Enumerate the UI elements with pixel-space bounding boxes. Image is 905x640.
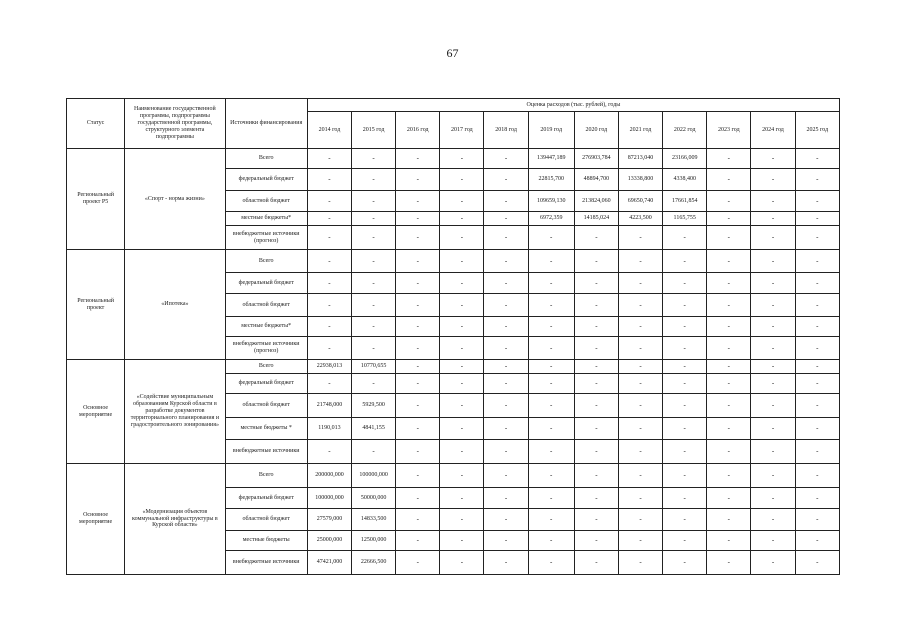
source-cell: Всего bbox=[225, 149, 307, 169]
value-cell: - bbox=[707, 374, 751, 394]
value-cell: - bbox=[484, 394, 528, 418]
value-cell: 87213,040 bbox=[618, 149, 662, 169]
value-cell: - bbox=[574, 273, 618, 294]
value-cell: - bbox=[352, 317, 396, 337]
value-cell: - bbox=[396, 374, 440, 394]
header-year: 2021 год bbox=[618, 112, 662, 149]
value-cell: - bbox=[440, 374, 484, 394]
value-cell: - bbox=[707, 250, 751, 273]
value-cell: 4841,155 bbox=[352, 418, 396, 440]
value-cell: 4223,500 bbox=[618, 212, 662, 226]
source-cell: Всего bbox=[225, 464, 307, 488]
value-cell: - bbox=[618, 273, 662, 294]
value-cell: - bbox=[440, 317, 484, 337]
value-cell: - bbox=[484, 317, 528, 337]
value-cell: - bbox=[707, 226, 751, 250]
value-cell: - bbox=[528, 418, 574, 440]
source-cell: федеральный бюджет bbox=[225, 374, 307, 394]
value-cell: - bbox=[528, 464, 574, 488]
value-cell: - bbox=[707, 509, 751, 531]
value-cell: - bbox=[352, 226, 396, 250]
value-cell: - bbox=[528, 250, 574, 273]
budget-table bbox=[66, 98, 840, 575]
value-cell: 14185,024 bbox=[574, 212, 618, 226]
value-cell: - bbox=[795, 464, 839, 488]
value-cell: - bbox=[795, 250, 839, 273]
header-year: 2014 год bbox=[307, 112, 351, 149]
value-cell: - bbox=[707, 488, 751, 509]
value-cell: - bbox=[707, 360, 751, 374]
value-cell: - bbox=[663, 226, 707, 250]
value-cell: 14833,500 bbox=[352, 509, 396, 531]
value-cell: 1190,013 bbox=[307, 418, 351, 440]
value-cell: 200000,000 bbox=[307, 464, 351, 488]
value-cell: - bbox=[396, 317, 440, 337]
value-cell: - bbox=[484, 374, 528, 394]
value-cell: - bbox=[574, 394, 618, 418]
header-year: 2019 год bbox=[528, 112, 574, 149]
header-year: 2022 год bbox=[663, 112, 707, 149]
value-cell: - bbox=[396, 551, 440, 575]
value-cell: - bbox=[440, 394, 484, 418]
value-cell: - bbox=[440, 531, 484, 551]
value-cell: - bbox=[707, 273, 751, 294]
source-cell: федеральный бюджет bbox=[225, 273, 307, 294]
value-cell: - bbox=[751, 191, 795, 212]
value-cell: - bbox=[795, 273, 839, 294]
value-cell: - bbox=[751, 317, 795, 337]
value-cell: - bbox=[795, 551, 839, 575]
source-cell: внебюджетные источники bbox=[225, 440, 307, 464]
value-cell: - bbox=[751, 418, 795, 440]
source-cell: федеральный бюджет bbox=[225, 169, 307, 191]
value-cell: - bbox=[484, 169, 528, 191]
value-cell: - bbox=[528, 317, 574, 337]
value-cell: - bbox=[618, 337, 662, 360]
value-cell: - bbox=[795, 337, 839, 360]
value-cell: - bbox=[795, 317, 839, 337]
value-cell: - bbox=[440, 226, 484, 250]
source-cell: местные бюджеты* bbox=[225, 317, 307, 337]
value-cell: - bbox=[396, 149, 440, 169]
value-cell: 100000,000 bbox=[307, 488, 351, 509]
value-cell: - bbox=[574, 418, 618, 440]
value-cell: - bbox=[574, 551, 618, 575]
header-estimate: Оценка расходов (тыс. рублей), годы bbox=[307, 99, 839, 112]
value-cell: - bbox=[352, 212, 396, 226]
value-cell: - bbox=[396, 169, 440, 191]
value-cell: 48894,700 bbox=[574, 169, 618, 191]
value-cell: - bbox=[484, 418, 528, 440]
value-cell: - bbox=[396, 394, 440, 418]
value-cell: - bbox=[396, 337, 440, 360]
value-cell: - bbox=[440, 169, 484, 191]
value-cell: - bbox=[528, 440, 574, 464]
value-cell: 12500,000 bbox=[352, 531, 396, 551]
source-cell: местные бюджеты* bbox=[225, 212, 307, 226]
value-cell: - bbox=[707, 169, 751, 191]
value-cell: 22815,700 bbox=[528, 169, 574, 191]
value-cell: - bbox=[618, 294, 662, 317]
table-row bbox=[67, 250, 840, 273]
value-cell: - bbox=[528, 531, 574, 551]
value-cell: - bbox=[751, 337, 795, 360]
value-cell: - bbox=[618, 488, 662, 509]
source-cell: внебюджетные источники (прогноз) bbox=[225, 337, 307, 360]
value-cell: - bbox=[574, 440, 618, 464]
value-cell: - bbox=[352, 169, 396, 191]
value-cell: - bbox=[795, 440, 839, 464]
value-cell: - bbox=[352, 374, 396, 394]
value-cell: - bbox=[352, 273, 396, 294]
value-cell: - bbox=[440, 509, 484, 531]
value-cell: - bbox=[618, 360, 662, 374]
value-cell: - bbox=[707, 394, 751, 418]
value-cell: - bbox=[663, 551, 707, 575]
value-cell: - bbox=[707, 464, 751, 488]
value-cell: - bbox=[795, 169, 839, 191]
value-cell: - bbox=[528, 374, 574, 394]
value-cell: 50000,000 bbox=[352, 488, 396, 509]
value-cell: - bbox=[795, 149, 839, 169]
value-cell: - bbox=[396, 250, 440, 273]
value-cell: - bbox=[574, 488, 618, 509]
value-cell: - bbox=[440, 149, 484, 169]
value-cell: 100000,000 bbox=[352, 464, 396, 488]
value-cell: - bbox=[795, 212, 839, 226]
value-cell: - bbox=[707, 294, 751, 317]
value-cell: - bbox=[440, 440, 484, 464]
value-cell: - bbox=[751, 440, 795, 464]
value-cell: - bbox=[618, 317, 662, 337]
value-cell: - bbox=[307, 250, 351, 273]
value-cell: - bbox=[352, 191, 396, 212]
value-cell: - bbox=[440, 464, 484, 488]
value-cell: - bbox=[795, 374, 839, 394]
value-cell: - bbox=[484, 212, 528, 226]
value-cell: - bbox=[707, 418, 751, 440]
value-cell: 4338,400 bbox=[663, 169, 707, 191]
value-cell: - bbox=[751, 169, 795, 191]
value-cell: - bbox=[574, 464, 618, 488]
value-cell: - bbox=[528, 551, 574, 575]
value-cell: 17661,854 bbox=[663, 191, 707, 212]
value-cell: 5929,500 bbox=[352, 394, 396, 418]
value-cell: 47421,000 bbox=[307, 551, 351, 575]
value-cell: - bbox=[795, 509, 839, 531]
value-cell: - bbox=[307, 191, 351, 212]
value-cell: - bbox=[795, 191, 839, 212]
value-cell: - bbox=[707, 212, 751, 226]
value-cell: - bbox=[352, 440, 396, 464]
value-cell: - bbox=[795, 294, 839, 317]
value-cell: - bbox=[396, 294, 440, 317]
value-cell: - bbox=[528, 394, 574, 418]
header-year: 2025 год bbox=[795, 112, 839, 149]
value-cell: - bbox=[795, 394, 839, 418]
value-cell: - bbox=[574, 226, 618, 250]
source-cell: Всего bbox=[225, 360, 307, 374]
value-cell: 1165,755 bbox=[663, 212, 707, 226]
status-cell: Основное мероприятие bbox=[67, 464, 125, 575]
header-year: 2024 год bbox=[751, 112, 795, 149]
page-number: 67 bbox=[446, 46, 459, 60]
value-cell: - bbox=[663, 273, 707, 294]
value-cell: - bbox=[484, 360, 528, 374]
value-cell: - bbox=[528, 273, 574, 294]
value-cell: 109659,130 bbox=[528, 191, 574, 212]
value-cell: - bbox=[352, 149, 396, 169]
value-cell: - bbox=[484, 250, 528, 273]
value-cell: - bbox=[751, 531, 795, 551]
value-cell: - bbox=[707, 440, 751, 464]
value-cell: 10770,655 bbox=[352, 360, 396, 374]
value-cell: - bbox=[396, 531, 440, 551]
value-cell: - bbox=[707, 337, 751, 360]
value-cell: - bbox=[618, 374, 662, 394]
value-cell: - bbox=[707, 551, 751, 575]
value-cell: - bbox=[396, 191, 440, 212]
header-year: 2017 год bbox=[440, 112, 484, 149]
value-cell: - bbox=[307, 226, 351, 250]
value-cell: - bbox=[528, 294, 574, 317]
value-cell: - bbox=[307, 149, 351, 169]
value-cell: - bbox=[618, 551, 662, 575]
header-year: 2018 год bbox=[484, 112, 528, 149]
value-cell: - bbox=[795, 531, 839, 551]
source-cell: областной бюджет bbox=[225, 191, 307, 212]
value-cell: - bbox=[484, 273, 528, 294]
value-cell: - bbox=[751, 149, 795, 169]
value-cell: 22666,500 bbox=[352, 551, 396, 575]
value-cell: - bbox=[751, 250, 795, 273]
value-cell: - bbox=[440, 337, 484, 360]
value-cell: - bbox=[751, 360, 795, 374]
value-cell: 213824,060 bbox=[574, 191, 618, 212]
value-cell: - bbox=[751, 212, 795, 226]
value-cell: - bbox=[707, 317, 751, 337]
value-cell: 13338,800 bbox=[618, 169, 662, 191]
value-cell: - bbox=[307, 294, 351, 317]
value-cell: - bbox=[751, 226, 795, 250]
value-cell: - bbox=[574, 374, 618, 394]
value-cell: - bbox=[396, 212, 440, 226]
value-cell: - bbox=[307, 337, 351, 360]
status-cell: Региональный проект bbox=[67, 250, 125, 360]
value-cell: - bbox=[618, 464, 662, 488]
value-cell: - bbox=[440, 294, 484, 317]
value-cell: - bbox=[484, 440, 528, 464]
value-cell: - bbox=[352, 250, 396, 273]
value-cell: - bbox=[574, 509, 618, 531]
value-cell: - bbox=[396, 509, 440, 531]
source-cell: местные бюджеты * bbox=[225, 418, 307, 440]
value-cell: - bbox=[574, 317, 618, 337]
value-cell: - bbox=[663, 337, 707, 360]
program-name-cell: «Содействие муниципальным образованиям Курской области в разработке документов территориального планирования и градостроительного зонирования» bbox=[125, 360, 225, 464]
value-cell: - bbox=[307, 212, 351, 226]
value-cell: - bbox=[307, 440, 351, 464]
value-cell: - bbox=[663, 418, 707, 440]
table-row bbox=[67, 360, 840, 374]
value-cell: - bbox=[484, 464, 528, 488]
value-cell: - bbox=[307, 273, 351, 294]
value-cell: - bbox=[528, 337, 574, 360]
value-cell: - bbox=[574, 294, 618, 317]
value-cell: - bbox=[618, 250, 662, 273]
value-cell: - bbox=[795, 360, 839, 374]
value-cell: - bbox=[663, 394, 707, 418]
value-cell: - bbox=[307, 374, 351, 394]
value-cell: - bbox=[751, 551, 795, 575]
value-cell: - bbox=[663, 531, 707, 551]
program-name-cell: «Ипотека» bbox=[125, 250, 225, 360]
value-cell: - bbox=[574, 360, 618, 374]
value-cell: - bbox=[618, 509, 662, 531]
value-cell: - bbox=[396, 440, 440, 464]
header-status: Статус bbox=[67, 99, 125, 149]
value-cell: - bbox=[574, 337, 618, 360]
value-cell: - bbox=[484, 488, 528, 509]
value-cell: - bbox=[528, 488, 574, 509]
value-cell: - bbox=[663, 317, 707, 337]
header-year: 2023 год bbox=[707, 112, 751, 149]
value-cell: - bbox=[574, 531, 618, 551]
value-cell: - bbox=[528, 509, 574, 531]
table-row bbox=[67, 464, 840, 488]
value-cell: - bbox=[618, 531, 662, 551]
value-cell: 139447,189 bbox=[528, 149, 574, 169]
value-cell: - bbox=[751, 294, 795, 317]
value-cell: - bbox=[618, 440, 662, 464]
value-cell: - bbox=[307, 169, 351, 191]
source-cell: областной бюджет bbox=[225, 294, 307, 317]
value-cell: 69650,740 bbox=[618, 191, 662, 212]
status-cell: Региональный проект Р5 bbox=[67, 149, 125, 250]
value-cell: 21748,000 bbox=[307, 394, 351, 418]
source-cell: областной бюджет bbox=[225, 394, 307, 418]
header-year: 2016 год bbox=[396, 112, 440, 149]
value-cell: - bbox=[396, 273, 440, 294]
value-cell: - bbox=[396, 488, 440, 509]
value-cell: 25000,000 bbox=[307, 531, 351, 551]
value-cell: - bbox=[663, 374, 707, 394]
value-cell: - bbox=[484, 337, 528, 360]
value-cell: - bbox=[663, 360, 707, 374]
value-cell: - bbox=[795, 418, 839, 440]
value-cell: - bbox=[751, 464, 795, 488]
source-cell: внебюджетные источники bbox=[225, 551, 307, 575]
value-cell: - bbox=[440, 191, 484, 212]
value-cell: 276903,784 bbox=[574, 149, 618, 169]
value-cell: - bbox=[440, 488, 484, 509]
value-cell: - bbox=[707, 191, 751, 212]
value-cell: - bbox=[440, 273, 484, 294]
header-year: 2020 год bbox=[574, 112, 618, 149]
value-cell: - bbox=[751, 509, 795, 531]
header-sources: Источники финансирования bbox=[225, 99, 307, 149]
value-cell: 23166,009 bbox=[663, 149, 707, 169]
value-cell: - bbox=[352, 294, 396, 317]
source-cell: федеральный бюджет bbox=[225, 488, 307, 509]
value-cell: - bbox=[663, 250, 707, 273]
value-cell: - bbox=[396, 226, 440, 250]
value-cell: - bbox=[663, 488, 707, 509]
value-cell: - bbox=[484, 191, 528, 212]
value-cell: - bbox=[663, 440, 707, 464]
value-cell: - bbox=[440, 551, 484, 575]
value-cell: - bbox=[663, 509, 707, 531]
source-cell: местные бюджеты bbox=[225, 531, 307, 551]
value-cell: - bbox=[484, 226, 528, 250]
value-cell: - bbox=[795, 488, 839, 509]
value-cell: - bbox=[528, 226, 574, 250]
table-row bbox=[67, 149, 840, 169]
status-cell: Основное мероприятие bbox=[67, 360, 125, 464]
value-cell: - bbox=[707, 149, 751, 169]
value-cell: - bbox=[440, 212, 484, 226]
program-name-cell: «Модернизация объектов коммунальной инфраструктуры в Курской области» bbox=[125, 464, 225, 575]
value-cell: - bbox=[440, 250, 484, 273]
program-name-cell: «Спорт - норма жизни» bbox=[125, 149, 225, 250]
value-cell: - bbox=[484, 551, 528, 575]
value-cell: - bbox=[751, 394, 795, 418]
value-cell: - bbox=[484, 509, 528, 531]
value-cell: - bbox=[663, 464, 707, 488]
value-cell: - bbox=[396, 360, 440, 374]
value-cell: - bbox=[396, 464, 440, 488]
value-cell: - bbox=[751, 488, 795, 509]
value-cell: - bbox=[618, 394, 662, 418]
value-cell: - bbox=[396, 418, 440, 440]
source-cell: Всего bbox=[225, 250, 307, 273]
value-cell: - bbox=[618, 226, 662, 250]
value-cell: 22938,013 bbox=[307, 360, 351, 374]
source-cell: внебюджетные источники (прогноз) bbox=[225, 226, 307, 250]
value-cell: - bbox=[440, 360, 484, 374]
value-cell: - bbox=[307, 317, 351, 337]
header-name: Наименование государственной программы, подпрограммы государственной программы, структурного элемента подпрограммы bbox=[125, 99, 225, 149]
value-cell: - bbox=[484, 294, 528, 317]
value-cell: 6972,359 bbox=[528, 212, 574, 226]
value-cell: - bbox=[440, 418, 484, 440]
value-cell: - bbox=[484, 531, 528, 551]
value-cell: - bbox=[484, 149, 528, 169]
value-cell: - bbox=[751, 273, 795, 294]
value-cell: - bbox=[751, 374, 795, 394]
value-cell: - bbox=[618, 418, 662, 440]
value-cell: - bbox=[795, 226, 839, 250]
source-cell: областной бюджет bbox=[225, 509, 307, 531]
table-body bbox=[67, 149, 840, 575]
value-cell: - bbox=[574, 250, 618, 273]
value-cell: - bbox=[707, 531, 751, 551]
value-cell: - bbox=[528, 360, 574, 374]
value-cell: - bbox=[352, 337, 396, 360]
value-cell: 27579,000 bbox=[307, 509, 351, 531]
header-year: 2015 год bbox=[352, 112, 396, 149]
value-cell: - bbox=[663, 294, 707, 317]
